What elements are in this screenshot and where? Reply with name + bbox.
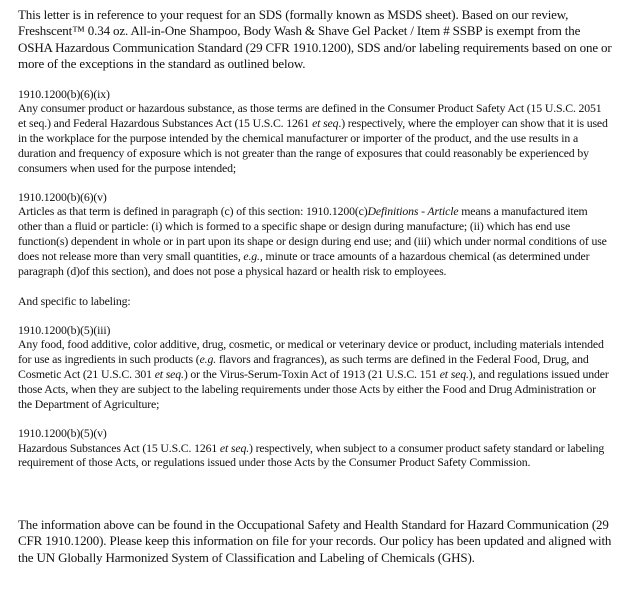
closing-paragraph: The information above can be found in the Occupational Safety and Health Standard for Hazard Communication (29 CFR 1910.1200). Please keep this information on file for your records. Our policy has been updated and aligned with the UN Globally Harmonized System of Classification and Labeling of Chemicals (GHS). (18, 517, 612, 565)
labeling-heading: And specific to labeling: (18, 293, 131, 308)
exemption-section-b6v (18, 191, 612, 279)
exemption-section-b6ix (18, 88, 612, 176)
labeling-section-b5iii (18, 324, 612, 412)
letter-body (18, 7, 612, 470)
labeling-section-b5v (18, 427, 612, 470)
labeling-heading-section (18, 294, 612, 309)
intro-paragraph: This letter is in reference to your request for an SDS (formally known as MSDS sheet). Based on our review, Freshscent™ 0.34 oz. All-in-One Shampoo, Body Wash & Shave Gel Packet / Item # SSBP is exempt from the OSHA Hazardous Communication Standard (29 CFR 1910.1200), SDS and/or labeling requirements based on one or more of the exceptions in the standard as outlined below. (18, 7, 612, 72)
citation-heading: 1910.1200(b)(6)(v) (18, 189, 107, 204)
exemption-text: Any consumer product or hazardous substance, as those terms are defined in the Consumer Product Safety Act (15 U.S.C. 2051 et seq.) and Federal Hazardous Substances Act (15 U.S.C. 1261 et seq.) respectively, where the employer can show that it is used in the workplace for the purpose intended by the chemical manufacturer or importer of the product, and the use results in a duration and frequency of exposure which is not greater than the range of exposures that could reasonably be experienced by consumers when used for the purpose intended; (18, 101, 608, 175)
labeling-text: Any food, food additive, color additive, drug, cosmetic, or medical or veterinary device or product, including materials intended for use as ingredients in such products (e.g. flavors and fragrances), as such terms are defined in the Federal Food, Drug, and Cosmetic Act (21 U.S.C. 301 et seq.) or the Virus-Serum-Toxin Act of 1913 (21 U.S.C. 151 et seq.), and regulations issued under those Acts, when they are subject to the labeling requirements under those Acts by either the Food and Drug Administration or the Department of Agriculture; (18, 337, 609, 411)
citation-heading: 1910.1200(b)(6)(ix) (18, 86, 110, 101)
citation-heading: 1910.1200(b)(5)(iii) (18, 322, 111, 337)
citation-heading: 1910.1200(b)(5)(v) (18, 425, 107, 440)
labeling-text: Hazardous Substances Act (15 U.S.C. 1261 et seq.) respectively, when subject to a consumer product safety standard or labeling requirement of those Acts, or regulations issued under those Acts by the Consumer Product Safety Commission. (18, 440, 605, 470)
exemption-text: Articles as that term is defined in paragraph (c) of this section: 1910.1200(c)Definitions - Article means a manufactured item other than a fluid or particle: (i) which is formed to a specific shape or design during manufacture; (ii) which has end use function(s) dependent in whole or in part upon its shape or design during end use; and (iii) which under normal conditions of use does not release more than very small quantities, e.g., minute or trace amounts of a hazardous chemical (as determined under paragraph (d)of this section), and does not pose a physical hazard or health risk to employees. (18, 204, 607, 278)
